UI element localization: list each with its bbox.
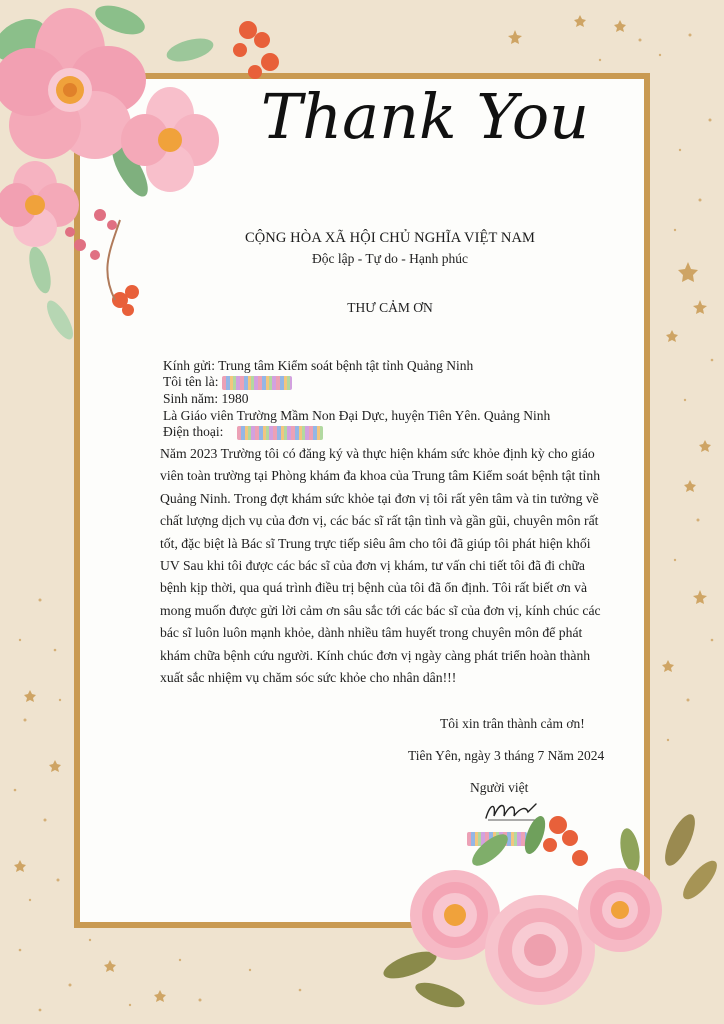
phone-label: Điện thoại: — [163, 424, 224, 439]
body-line: xuất sắc nhiệm vụ chăm sóc sức khỏe cho nhân dân!!! — [160, 670, 457, 686]
name-label: Tôi tên là: — [163, 374, 219, 389]
letter-body — [160, 443, 622, 689]
body-line: tốt, đặc biệt là Bác sĩ Trung trực tiếp siêu âm cho tôi đã giúp tôi phát hiện khối — [160, 535, 591, 551]
recipient-line: Kính gửi: Trung tâm Kiểm soát bệnh tật tỉnh Quảng Ninh — [163, 358, 474, 373]
body-line: UV Sau khi tôi được các bác sĩ của đơn vị khám, tư vấn chi tiết tôi đã đi chữa — [160, 558, 585, 574]
letter-title: THƯ CẢM ƠN — [347, 300, 433, 315]
body-line: bệnh kịp thời, qua quá trình điều trị bệnh của tôi đã ổn định. Tôi rất biết ơn và — [160, 580, 588, 596]
date-line: Tiên Yên, ngày 3 tháng 7 Năm 2024 — [408, 748, 605, 763]
occupation-line: Là Giáo viên Trường Mầm Non Đại Dực, huyện Tiên Yên. Quảng Ninh — [163, 408, 551, 423]
body-line: mong muốn được gửi lời cảm ơn sâu sắc tới các bác sĩ của đơn vị, kính chúc các — [160, 602, 601, 618]
body-line: chất lượng dịch vụ của đơn vị, các bác sĩ rất tận tình và gần gũi, chuyên môn rất — [160, 513, 599, 529]
body-line: khám chữa bệnh cứu người. Kính chúc đơn vị ngày càng phát triển hoàn thành — [160, 647, 591, 663]
phone-line — [163, 424, 323, 440]
pink-flower-bouquet-icon — [0, 0, 300, 380]
birth-line: Sinh năm: 1980 — [163, 391, 249, 406]
closing-line: Tôi xin trân thành cảm ơn! — [440, 716, 585, 731]
signer-label: Người việt — [470, 780, 529, 795]
body-line: viên toàn trường tại Phòng khám đa khoa của Trung tâm Kiểm soát bệnh tật tỉnh — [160, 468, 601, 484]
body-line: Quảng Ninh. Trong đợt khám sức khỏe tại đơn vị tôi rất yên tâm và tin tưởng về — [160, 490, 599, 506]
redacted-phone — [237, 426, 323, 440]
thank-you-text: Thank You — [260, 80, 590, 153]
national-motto: Độc lập - Tự do - Hạnh phúc — [312, 251, 468, 266]
pink-rose-bouquet-icon — [380, 800, 724, 1024]
national-header: CỘNG HÒA XÃ HỘI CHỦ NGHĨA VIỆT NAM — [244, 230, 536, 246]
body-line: bác sĩ luôn luôn mạnh khỏe, dành nhiều tâm huyết trong chuyên môn để phát — [160, 625, 583, 641]
body-line: Năm 2023 Trường tôi có đăng ký và thực hiện khám sức khỏe định kỳ cho giáo — [160, 446, 595, 461]
